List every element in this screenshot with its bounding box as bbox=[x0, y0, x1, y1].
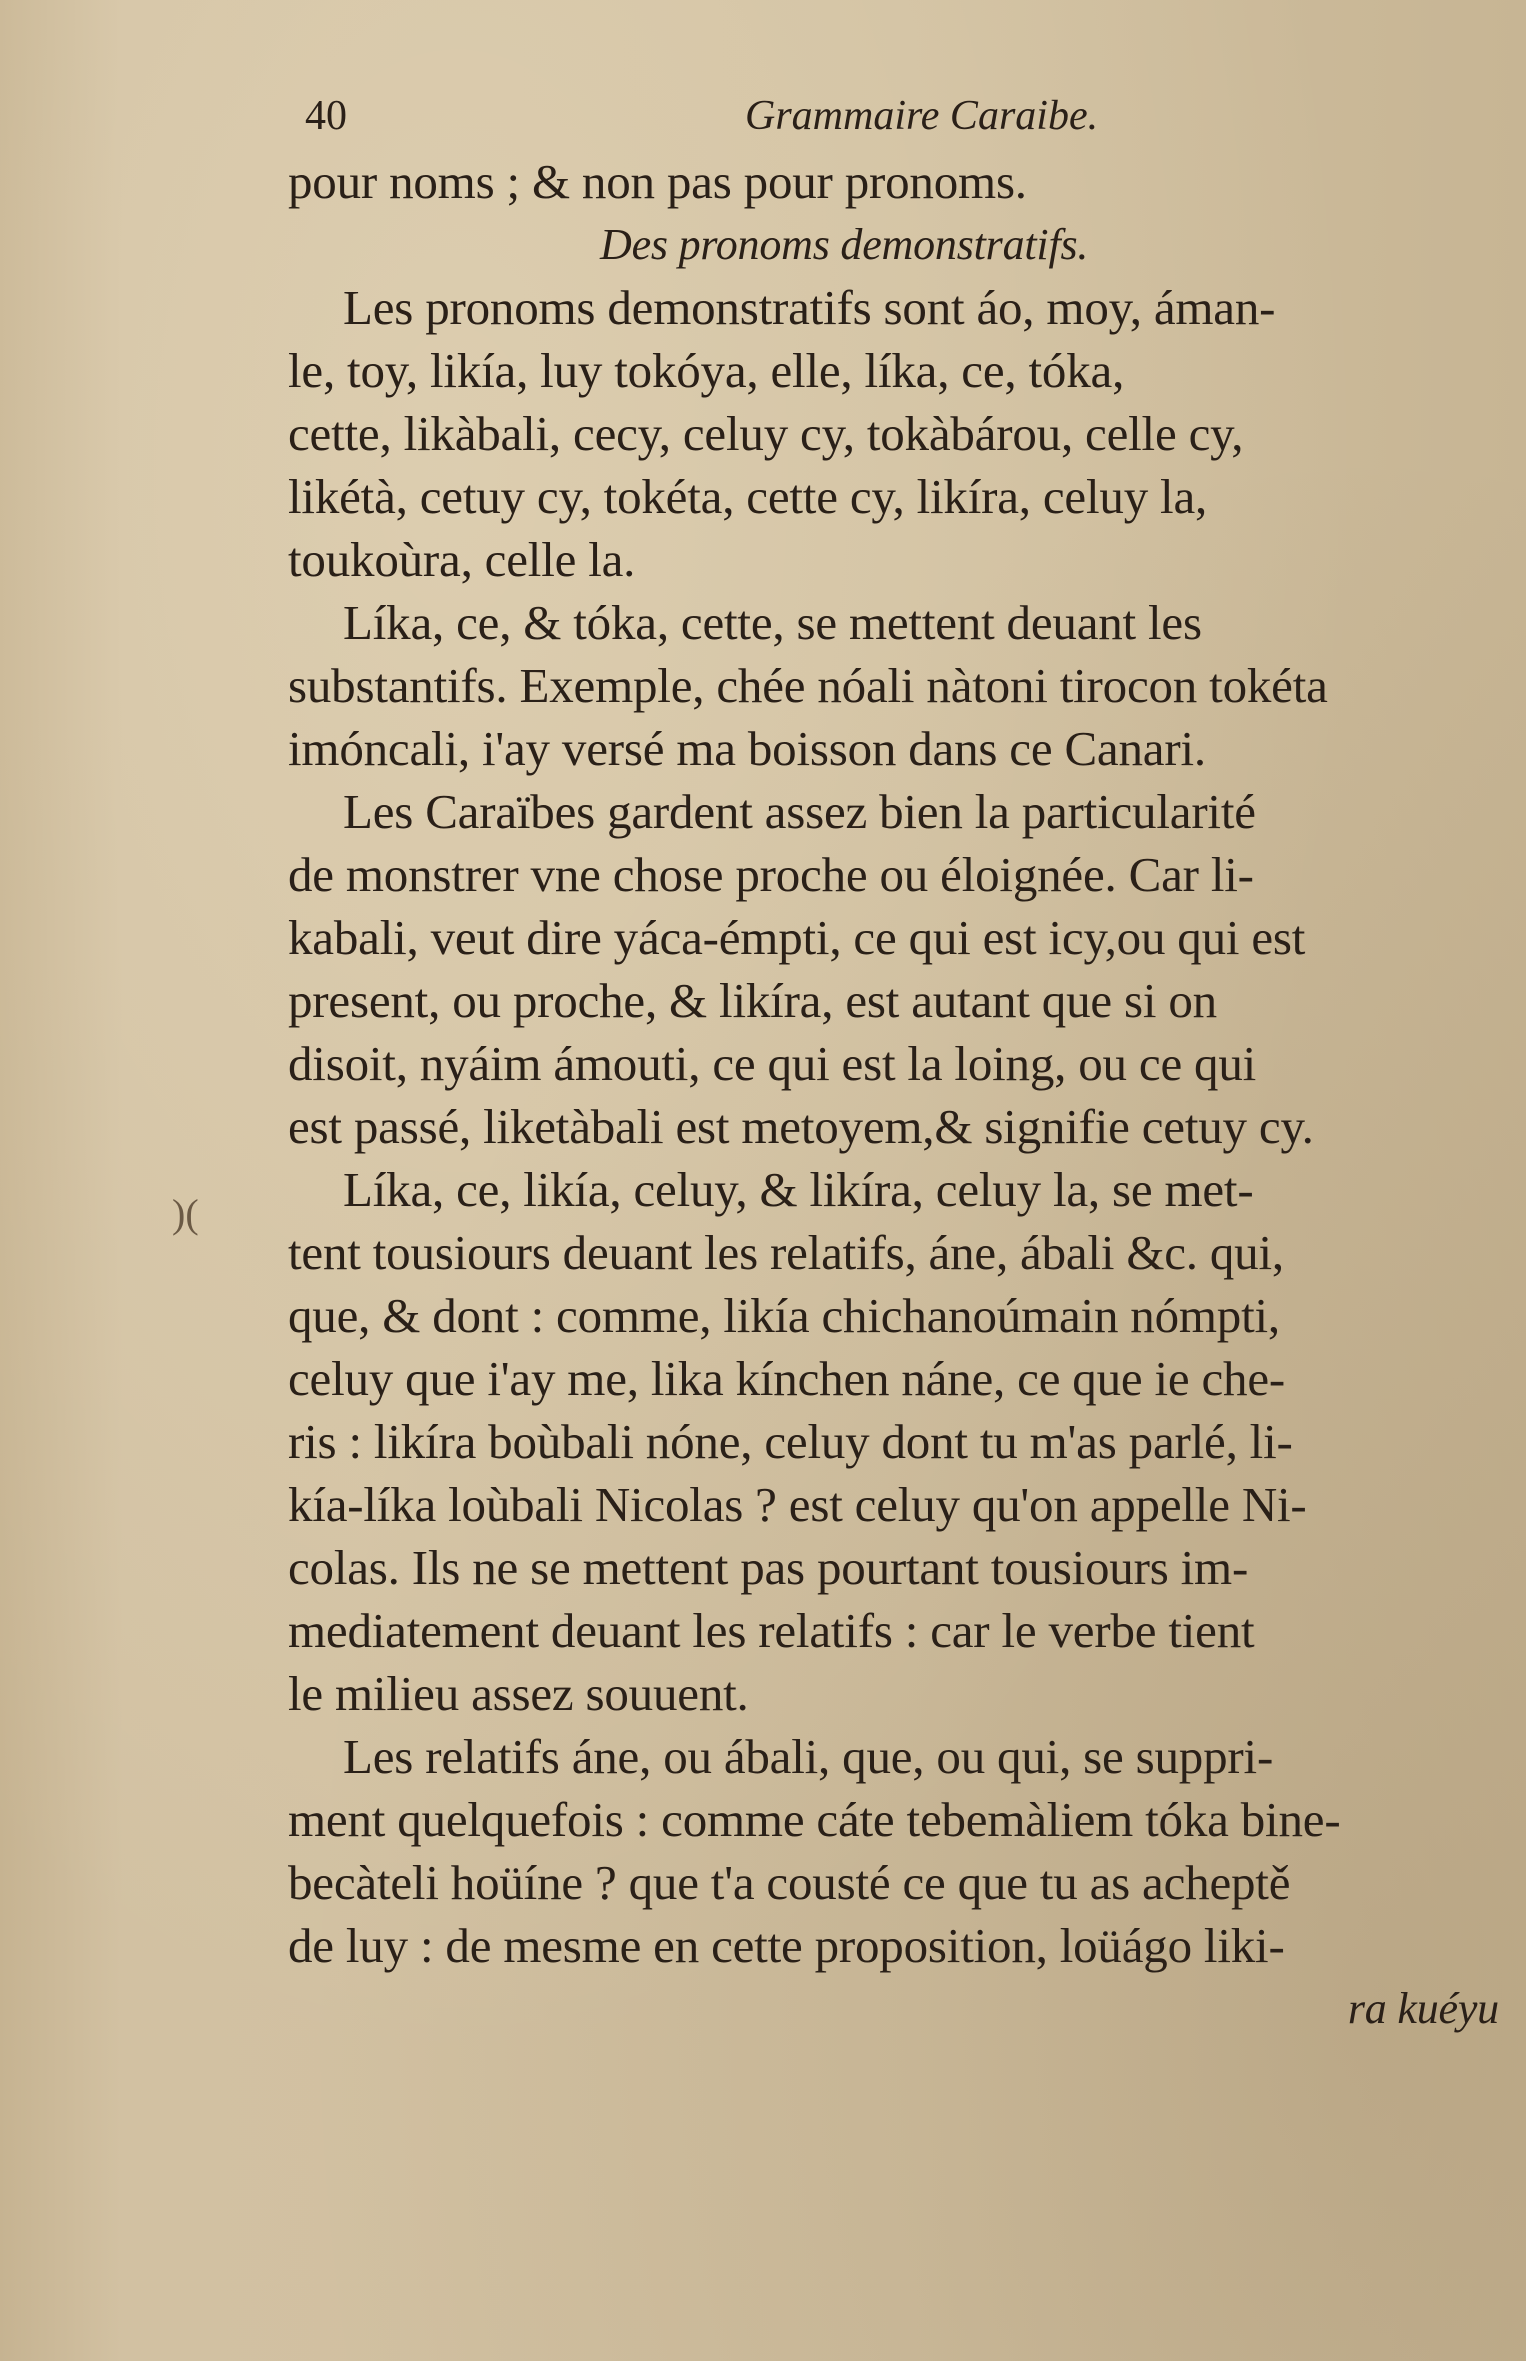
text-line: substantifs. Exemple, chée nóali nàtoni tirocon tokéta bbox=[288, 658, 1328, 713]
page-number: 40 bbox=[305, 93, 347, 139]
body-text bbox=[288, 150, 1523, 2040]
text-line: ra kuéyu bbox=[1347, 1984, 1499, 2033]
margin-mark: )( bbox=[172, 1191, 199, 1236]
text-line: kía-líka loùbali Nicolas ? est celuy qu'on appelle Ni- bbox=[288, 1477, 1307, 1532]
text-line: present, ou proche, & likíra, est autant que si on bbox=[288, 973, 1217, 1028]
text-line: toukoùra, celle la. bbox=[288, 532, 636, 587]
text-line: est passé, liketàbali est metoyem,& signifie cetuy cy. bbox=[288, 1099, 1314, 1154]
text-line: de monstrer vne chose proche ou éloignée. Car li- bbox=[288, 847, 1254, 902]
text-line: ment quelquefois : comme cáte tebemàliem tóka bine- bbox=[288, 1792, 1341, 1847]
text-line: Líka, ce, & tóka, cette, se mettent deuant les bbox=[343, 595, 1202, 650]
text-line: becàteli hoüíne ? que t'a cousté ce que tu as acheptě bbox=[288, 1855, 1291, 1910]
text-line: tent tousiours deuant les relatifs, áne, ábali &c. qui, bbox=[288, 1225, 1284, 1280]
text-line: imóncali, i'ay versé ma boisson dans ce Canari. bbox=[288, 721, 1206, 776]
text-line: de luy : de mesme en cette proposition, loüágo liki- bbox=[288, 1918, 1285, 1973]
text-line: le milieu assez souuent. bbox=[288, 1666, 749, 1721]
text-line: que, & dont : comme, likía chichanoúmain nómpti, bbox=[288, 1288, 1280, 1343]
text-line: Les pronoms demonstratifs sont áo, moy, áman- bbox=[343, 280, 1276, 335]
text-line: celuy que i'ay me, lika kínchen náne, ce que ie che- bbox=[288, 1351, 1286, 1406]
text-line: ris : likíra boùbali nóne, celuy dont tu m'as parlé, li- bbox=[288, 1414, 1293, 1469]
text-line: pour noms ; & non pas pour pronoms. bbox=[288, 154, 1027, 209]
text-line: le, toy, likía, luy tokóya, elle, líka, ce, tóka, bbox=[288, 343, 1125, 398]
text-line: colas. Ils ne se mettent pas pourtant tousiours im- bbox=[288, 1540, 1249, 1595]
section-heading: Des pronoms demonstratifs. bbox=[600, 220, 1089, 269]
text-line: Les Caraïbes gardent assez bien la particularité bbox=[343, 784, 1256, 839]
text-line: Líka, ce, likía, celuy, & likíra, celuy la, se met- bbox=[343, 1162, 1254, 1217]
running-title: Grammaire Caraibe. bbox=[745, 93, 1099, 139]
text-line: cette, likàbali, cecy, celuy cy, tokàbárou, celle cy, bbox=[288, 406, 1244, 461]
text-line: disoit, nyáim ámouti, ce qui est la loing, ou ce qui bbox=[288, 1036, 1257, 1091]
text-line: Les relatifs áne, ou ábali, que, ou qui, se suppri- bbox=[343, 1729, 1274, 1784]
text-line: likétà, cetuy cy, tokéta, cette cy, likíra, celuy la, bbox=[288, 469, 1208, 524]
text-line: kabali, veut dire yáca-émpti, ce qui est icy,ou qui est bbox=[288, 910, 1306, 965]
text-line: mediatement deuant les relatifs : car le verbe tient bbox=[288, 1603, 1255, 1658]
